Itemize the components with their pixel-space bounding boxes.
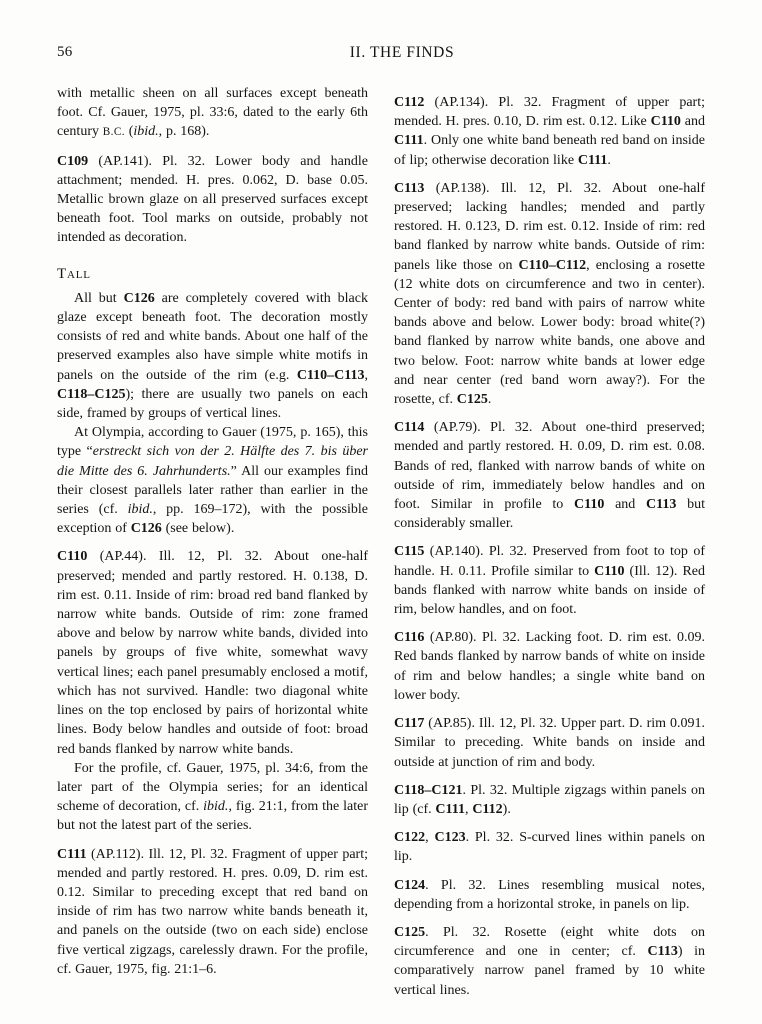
- text-segment: C118–C121: [394, 782, 463, 798]
- text-block: [57, 84, 705, 1000]
- text-segment: ,: [425, 830, 435, 846]
- catalog-entry: [57, 152, 368, 248]
- catalog-entry: [394, 923, 705, 1000]
- text-segment: C126: [130, 521, 162, 537]
- text-segment: but considerably smaller.: [394, 497, 705, 532]
- text-segment: with metallic sheen on all surfaces except beneath foot. Cf. Gauer, 1975, pl. 33:6, dated to the early 6th century: [57, 86, 368, 140]
- text-segment: C112: [394, 95, 425, 110]
- text-segment: C111: [57, 846, 87, 862]
- text-segment: ); there are usually two panels on each side, framed by groups of vertical lines.: [57, 386, 368, 422]
- paragraph: [57, 289, 368, 423]
- text-segment: (AP.140). Pl. 32. Preserved from foot to top of handle. H. 0.11. Profile similar to: [394, 544, 705, 579]
- text-segment: erstreckt sich von der 2. Hälfte des 7. bis über die Mitte des 6. Jahrhunderts.: [57, 444, 368, 479]
- catalog-entry: [57, 547, 368, 758]
- text-segment: C113: [647, 944, 678, 960]
- text-segment: ,: [364, 367, 368, 383]
- text-segment: C116: [394, 630, 425, 646]
- text-segment: C113: [646, 497, 677, 513]
- catalog-entry: [394, 93, 705, 170]
- paragraph: [57, 84, 368, 143]
- text-segment: C118–C125: [57, 386, 126, 402]
- text-segment: , fig. 21:1, from the later but not the latest part of the series.: [57, 799, 368, 834]
- text-segment: C111: [435, 801, 465, 817]
- catalog-entry: [394, 781, 705, 819]
- text-segment: C123: [434, 830, 466, 846]
- text-segment: C111: [394, 133, 424, 149]
- text-segment: , enclosing a rosette (12 white dots on circumference and two in center). Center of body: red band with pairs of narrow white bands above and below. Lower body: broad white(?) band flanked by narrow white bands, one above and two below. Foot: narrow white bands at lower edge and near center (red band worn away?). For the rosette, cf.: [394, 257, 705, 408]
- text-segment: C115: [394, 544, 425, 560]
- paragraph: [57, 759, 368, 836]
- text-segment: are completely covered with black glaze except beneath foot. The decoration mostly consists of red and white bands. About one half of the preserved examples also have simple white motifs in panels on the outside of the rim (e.g.: [57, 290, 368, 383]
- text-segment: . Pl. 32. Multiple zigzags within panels on lip (cf.: [394, 782, 705, 817]
- running-header: II. THE FINDS: [349, 44, 455, 61]
- text-segment: (: [124, 124, 134, 140]
- text-segment: .: [487, 392, 492, 408]
- text-segment: ibid.: [133, 124, 159, 140]
- text-segment: For the profile, cf. Gauer, 1975, pl. 34:6, from the later part of the Olympia series; for an identical scheme of decoration, cf.: [57, 760, 368, 815]
- text-segment: C117: [394, 716, 425, 732]
- text-segment: ,: [465, 801, 473, 817]
- text-segment: and: [604, 497, 647, 513]
- text-segment: C124: [394, 877, 426, 893]
- text-segment: C110: [650, 114, 681, 130]
- text-segment: C110–C112: [518, 257, 587, 273]
- catalog-entry: [394, 542, 705, 619]
- text-segment: . Pl. 32. Lines resembling musical notes, depending from a horizontal stroke, in panels on lip.: [394, 877, 705, 912]
- catalog-entry: [394, 828, 705, 866]
- text-segment: ibid.: [203, 799, 229, 815]
- text-segment: ).: [502, 801, 511, 817]
- text-segment: C122: [394, 830, 426, 846]
- catalog-entry: [394, 628, 705, 705]
- text-segment: (AP.79). Pl. 32. About one-third preserved; mended and partly restored. H. 0.09, D. rim est. 0.08. Bands of red, flanked with narrow bands of white on outside of rim, immediately below handles and on foot. Similar in profile to: [394, 420, 705, 513]
- text-segment: ) in comparatively narrow panel framed by 10 white vertical lines.: [394, 944, 705, 998]
- catalog-entry: [394, 179, 705, 409]
- text-segment: C109: [57, 153, 89, 169]
- text-segment: , p. 168).: [158, 124, 210, 140]
- text-segment: C125: [394, 924, 426, 940]
- text-segment: C125: [456, 392, 488, 408]
- text-segment: C114: [394, 420, 425, 436]
- paragraph: [57, 423, 368, 538]
- text-segment: ibid.: [127, 502, 153, 518]
- text-segment: ” All our examples find their closest parallels later rather than earlier in the series (cf.: [57, 463, 368, 518]
- text-segment: C111: [577, 152, 608, 168]
- text-segment: . Pl. 32. S-curved lines within panels on lip.: [394, 830, 705, 865]
- text-segment: B.C.: [102, 126, 125, 139]
- text-segment: All but: [74, 290, 124, 306]
- text-segment: (AP.44). Ill. 12, Pl. 32. About one-half preserved; mended and partly restored. H. 0.138, D. rim est. 0.11. Inside of rim: broad red band flanked by narrow white bands. Outside of rim: zone framed above and below by narrow white bands, divided into panels by groups of five white, somewhat wavy vertical lines; each panel presumably enclosed a motif, which has not survived. Handle: two diagonal white lines on the top enclosed by pairs of horizontal white lines. Body below handles and outside of foot: broad red bands flanked by narrow white bands.: [57, 549, 368, 757]
- text-segment: C110: [57, 549, 88, 565]
- text-segment: C110: [594, 563, 625, 579]
- text-segment: (AP.112). Ill. 12, Pl. 32. Fragment of upper part; mended and partly restored. H. pres. 0.09, D. rim est. 0.12. Similar to preceding except that red band on inside of rim has two narrow white bands beneath it, and panels on the outside (two on each side) enclose five vertical zigzags, carelessly drawn. For the profile, cf. Gauer, 1975, fig. 21:1–6.: [57, 846, 368, 977]
- text-segment: C110–C113: [296, 367, 365, 383]
- text-segment: and: [680, 114, 705, 130]
- text-segment: C112: [472, 801, 503, 817]
- text-segment: , pp. 169–172), with the possible exception of: [57, 502, 369, 537]
- text-segment: (Ill. 12). Red bands flanked with narrow white bands on inside of rim, below handles, and on foot.: [394, 563, 705, 618]
- text-segment: .: [607, 152, 611, 168]
- text-segment: (AP.85). Ill. 12, Pl. 32. Upper part. D. rim 0.091. Similar to preceding. White bands on inside and outside at junction of rim and body.: [394, 716, 705, 770]
- text-segment: (AP.141). Pl. 32. Lower body and handle attachment; mended. H. pres. 0.062, D. base 0.05. Metallic brown glaze on all preserved surfaces except beneath foot. Tool marks on outside, probably not intended as decoration.: [57, 153, 368, 246]
- text-segment: C110: [574, 497, 605, 513]
- text-segment: . Pl. 32. Rosette (eight white dots on circumference and one in center; cf.: [394, 924, 705, 960]
- catalog-entry: [57, 845, 368, 979]
- catalog-entry: [394, 714, 705, 772]
- section-heading: [57, 265, 368, 284]
- catalog-entry: [394, 418, 705, 533]
- right-column: [394, 84, 705, 1000]
- left-column: [57, 84, 368, 1000]
- text-segment: Tall: [57, 265, 91, 282]
- text-segment: (AP.80). Pl. 32. Lacking foot. D. rim est. 0.09. Red bands flanked by narrow bands of white on inside of rim and below handles; a single white band on lower body.: [394, 630, 705, 703]
- text-segment: (AP.134). Pl. 32. Fragment of upper part; mended. H. pres. 0.10, D. rim est. 0.12. Like: [394, 95, 705, 130]
- text-segment: C126: [123, 290, 155, 306]
- text-segment: C113: [394, 180, 425, 196]
- text-segment: At Olympia, according to Gauer (1975, p. 165), this type “: [57, 425, 368, 460]
- text-segment: (AP.138). Ill. 12, Pl. 32. About one-half preserved; lacking handles; mended and partly restored. H. 0.123, D. rim est. 0.12. Inside of rim: red band flanked by narrow white bands. Outside of rim: panels like those on: [394, 180, 705, 273]
- page-number: 56: [57, 44, 73, 60]
- catalog-entry: [394, 876, 705, 914]
- text-segment: . Only one white band beneath red band on inside of lip; otherwise decoration like: [394, 133, 705, 168]
- text-segment: (see below).: [161, 521, 235, 537]
